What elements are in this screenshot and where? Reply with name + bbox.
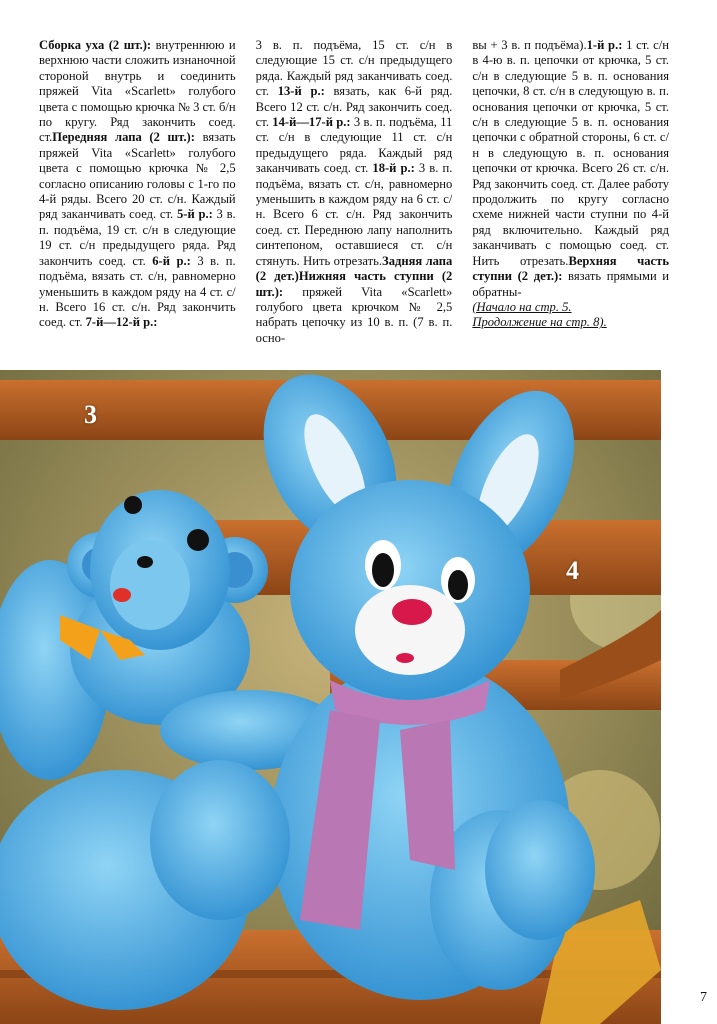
paragraph: [256, 38, 453, 346]
section-heading: Задняя лапа (2 дет.): [255, 253, 453, 284]
section-heading: 5-й р.:: [176, 207, 213, 222]
continuation-ref-start[interactable]: (Начало на стр. 5.: [472, 299, 572, 314]
body-text: вы + 3 в. п подъёма).: [472, 38, 587, 52]
body-text: 3 в. п. подъёма, 15 ст. с/н в следующие 15 ст. с/н предыдущего ряда. Каждый ряд заканчивать соед. ст.: [255, 38, 453, 99]
paragraph: [472, 38, 669, 300]
section-heading: 1-й р.:: [586, 38, 623, 52]
section-heading: 13-й р.:: [277, 84, 325, 99]
body-text: внутреннюю и верхнюю части сложить изнаночной стороной внутрь и соединить пряжей Vita «Scarlett» голубого цвета с помощью крючка № 3 ст. б/н по кругу. Ряд закончить соед. ст.: [39, 38, 236, 145]
toys-photo: [0, 370, 661, 1024]
body-text: 3 в. п. подъёма, вязать ст. с/н, равномерно уменьшить в каждом ряду на 4 ст. с/н. Всего 16 ст. с/н. Ряд закончить соед. ст.: [39, 253, 236, 330]
paragraph: [39, 38, 236, 331]
body-text: 3 в. п. подъёма, вязать ст. с/н, равномерно уменьшить в каждом ряду на 6 ст. с/н. Всего 6 ст. с/н. Ряд закончить соед. ст. Переднюю лапу наполнить синтепоном, оставшиеся ст. с/н стянуть. Нить отрезать.: [255, 161, 453, 268]
page-number: 7: [700, 990, 707, 1005]
photo-illustration: [0, 370, 661, 1024]
section-heading: 18-й р.:: [372, 161, 415, 176]
article-text: [39, 38, 669, 366]
continuation-ref-end[interactable]: Продолжение на стр. 8).: [472, 315, 607, 330]
body-text: 3 в. п. подъёма, 19 ст. с/н в следующие 19 ст. с/н предыдущего ряда. Ряд закончить соед. ст.: [39, 207, 236, 268]
photo-label-4: 4: [566, 556, 579, 585]
photo-label-3: 3: [84, 400, 97, 429]
body-text: 1 ст. с/н в 4-ю в. п. цепочки от крючка, 5 ст. с/н в следующие 5 в. п. основания цепочки, 8 ст. с/н в следующую в. п. основания цепочки от крючка, 5 ст. с/н в следующие 5 в. п. основания цепочки с обратной стороны, 6 ст. с/н в следующую в. п. основания цепочки от крючка. Всего 26 ст. с/н. Ряд закончить соед. ст. Далее работу продолжить по кругу согласно схеме нижней части ступни по 4-й ряд включительно. Каждый ряд заканчивать с помощью соед. ст. Нить отрезать.: [472, 38, 670, 268]
section-heading: Верхняя часть ступни (2 дет.):: [472, 253, 669, 284]
text-column-2: [256, 38, 453, 366]
body-text: пряжей Vita «Scarlett» голубого цвета крючком № 2,5 набрать цепочку из 10 в. п. (7 в. п. осно-: [255, 284, 453, 345]
body-text: вязать пряжей Vita «Scarlett» голубого цвета с помощью крючка № 2,5 согласно описанию головы с 1-го по 4-й ряды. Всего 20 ст. с/н. Каждый ряд заканчивать соед. ст.: [39, 130, 236, 222]
text-column-3: [472, 38, 669, 366]
section-heading: Нижняя часть ступни (2 шт.):: [255, 269, 453, 299]
section-heading: Передняя лапа (2 шт.):: [52, 130, 195, 145]
text-column-1: [39, 38, 236, 366]
section-heading: 7-й—12-й р.:: [85, 315, 158, 330]
section-heading: Сборка уха (2 шт.):: [39, 38, 152, 52]
section-heading: 14-й—17-й р.:: [272, 115, 351, 130]
body-text: 3 в. п. подъёма, 11 ст. с/н в следующие 11 ст. с/н предыдущего ряда. Каждый ряд заканчивать соед. ст.: [255, 115, 453, 176]
body-text: вязать прямыми и обратны-: [472, 269, 670, 299]
section-heading: 6-й р.:: [152, 253, 191, 268]
body-text: вязать, как 6-й ряд. Всего 12 ст. с/н. Ряд закончить соед. ст.: [255, 84, 453, 130]
